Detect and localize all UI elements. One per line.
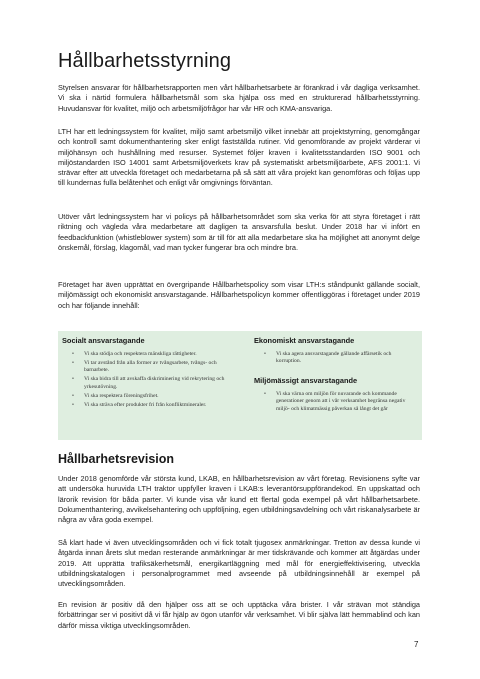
list-item: • Vi ska respektera föreningsfrihet. [72, 392, 159, 399]
paragraph-management-system: LTH har ett ledningssystem för kvalitet, miljö samt arbetsmiljö vilket innebär att projektstyrning, genomgångar och kontroll samt dokumenthantering sker enligt fastställda rutiner. Vid genomförande av projekt värderar vi miljöhänsyn och hushållning med resurser. Systemet följer kraven i kvalitetsstandarden ISO 9001 och miljöstandarden ISO 14001 samt Arbetsmiljöverkets krav på systematiskt arbetsmiljöarbete, AFS 2001:1. Vi strävar efter att utveckla företaget och medarbetarna på så sätt att våra projekt kan genomföras och följas upp till kundernas fulla belåtenhet och enligt vår omgivnings förväntan. [58, 127, 420, 188]
bullet-icon: • [72, 392, 74, 399]
social-responsibility-list [62, 351, 240, 411]
paragraph-revision: Under 2018 genomförde vår största kund, LKAB, en hållbarhetsrevision av vårt företag. Revisionens syfte var att undersöka huruvida LTH traktor uppfyller kraven i LKAB:s leverantörsuppförandekod. En uppskattad och lärorik revision för båda parter. Vi kunde visa vår kund ett flertal goda exempel på vårt hållbarhetsarbete. Dokumenthantering, avvikelsehantering och uppföljning, egen utbildningsavdelning och vårt riskanalysarbete är några av våra goda exempel. [58, 474, 420, 525]
paragraph-policies: Utöver vårt ledningssystem har vi policys på hållbarhetsområdet som ska verka för att styra företaget i rätt riktning och vägleda våra medarbetare att dagligen ta ansvarsfulla beslut. Under 2018 har vi infört en feedbackfunktion (whistleblower system) som är till för att alla medarbetare ska ha möjlighet att anonymt delge önskemål, förslag, klagomål, vad man tycker fungerar bra och mindre bra. [58, 212, 420, 252]
policy-summary-box [58, 331, 422, 440]
bullet-icon: • [264, 351, 266, 357]
environmental-responsibility-list [254, 391, 414, 415]
social-responsibility-heading: Socialt ansvarstagande [62, 336, 145, 345]
list-item: • Vi ska stödja och respektera mänskliga rättigheter. [72, 351, 197, 357]
bullet-icon: • [72, 351, 74, 357]
page-title: Hållbarhetsstyrning [58, 50, 232, 72]
paragraph-conclusion: En revision är positiv då den hjälper oss att se och upptäcka våra brister. I vår strävan mot ständiga förbättringar ser vi positivt då vi får hjälp av ögon utanför vår verksamhet. Vi blir själva lätt hemmablind och kan därför missa viktiga utvecklingsområden. [58, 600, 420, 630]
bullet-icon: • [72, 360, 74, 366]
bullet-icon: • [72, 376, 74, 383]
paragraph-development-areas: Så klart hade vi även utvecklingsområden och vi fick totalt tjugosex anmärkningar. Tretton av dessa kunde vi åtgärda innan årets slut medan resterande anmärkningar är mer tidskrävande och kommer att åtgärdas under 2019. Att upprätta trafiksäkerhetsmål, energikartläggning med mål för energieffektivisering, utveckla utbildningskatalogen i personalprogrammet med avseende på utbildningsinnehåll är exempel på utvecklingsområden. [58, 538, 420, 589]
paragraph-intro: Styrelsen ansvarar för hållbarhetsrapporten men vårt hållbarhetsarbete är förankrad i vår dagliga verksamhet. Vi ska i närtid formulera hållbarhetsmål som ska hjälpa oss med en strukturerad hållbarhetsstyrning. Huvudansvar för kvalitet, miljö och arbetsmiljöfrågor har vår HR och KMA-ansvariga. [58, 83, 420, 113]
list-item: • Vi ska bidra till att avskaffa diskriminering vid rekrytering och yrkesutövning. [72, 376, 225, 390]
list-item: • Vi ska agera ansvarstagande gällande affärsetik och korruption. [264, 351, 392, 365]
bullet-icon: • [264, 391, 266, 397]
list-item: • Vi ska sträva efter produkter fri från konfliktmineraler. [72, 401, 207, 408]
bullet-icon: • [72, 401, 74, 408]
economic-responsibility-list [254, 351, 414, 367]
paragraph-sustainability-policy: Företaget har även upprättat en övergripande Hållbarhetspolicy som visar LTH:s ståndpunkt gällande socialt, miljömässigt och ekonomiskt ansvarstagande. Hållbarhetspolicyn kommer offentliggöras i företaget under 2019 och har följande innehåll: [58, 280, 420, 310]
list-item: • Vi ska värna om miljön för nuvarande och kommande generationer genom att i vår verksamhet begränsa negativ miljö- och klimatmässig påverkan så långt det går [264, 391, 406, 412]
list-item: • Vi tar avstånd från alla former av tvångsarbete, tvångs- och barnarbete. [72, 360, 217, 374]
environmental-responsibility-heading: Miljömässigt ansvarstagande [254, 376, 358, 385]
economic-responsibility-heading: Ekonomiskt ansvarstagande [254, 336, 355, 345]
revision-heading: Hållbarhetsrevision [58, 452, 175, 466]
page-number: 7 [414, 640, 419, 649]
